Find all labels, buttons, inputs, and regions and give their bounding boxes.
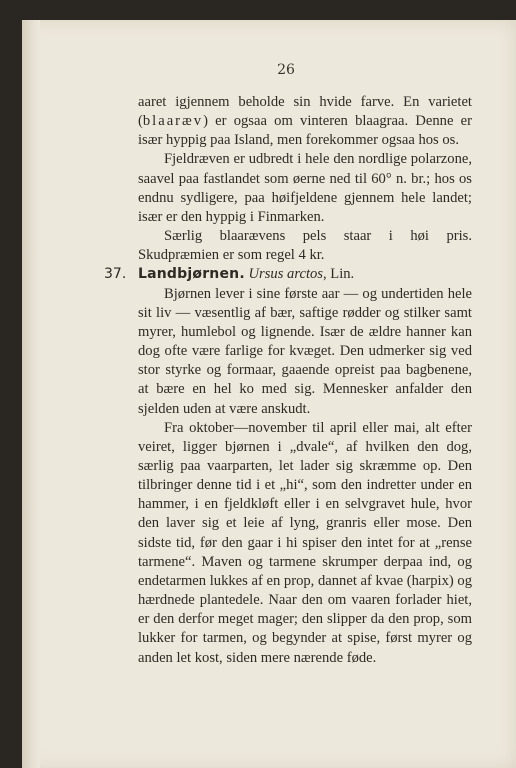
page-number: 26 — [277, 62, 295, 78]
paragraph-text: aaret igjennem beholde sin hvide farve. En varietet ( — [138, 94, 472, 130]
paragraph-arctic-fox-range: Fjeldræven er udbredt i hele den nordlige polarzone, saavel paa fastlandet som øerne ned til 60° n. br.; hos os endnu sydligere, paa høifjeldene gjennem hele landet; især er den hyppig i Finmarken. — [138, 151, 472, 225]
latin-name: Ursus arctos — [248, 266, 323, 283]
section-heading — [104, 265, 472, 284]
author-citation: , Lin. — [322, 266, 355, 283]
paragraph-arctic-fox-variety — [138, 93, 472, 150]
section-number: 37. — [104, 266, 127, 283]
paragraph-text: ) er ogsaa om vinteren blaagraa. Denne er især hyppig paa Island, men forekommer ogsaa hos os. — [138, 113, 472, 149]
paragraph-bear-hibernation: Fra oktober—november til april eller mai, alt efter veiret, ligger bjørnen i „dvale“, af hvilken den dog, særlig paa vaarparten, let lader sig skræmme op. Den tilbringer denne tid i et „hi“, som den indretter under en hammer, i en fjeldkløft eller i en selvgravet hule, hvor den laver sig et leie af lyng, granris eller mose. Den sidste tid, før den gaar i hi spiser den intet for at „rense tarmene“. Maven og tarmene skrumper derpaa ind, og endetarmen lukkes af en prop, dannet af kvae (harpix) og hærdnede plantedele. Naar den om vaaren forlader hiet, er den derfor meget mager; den slipper da den prop, som lukker for tarmen, og begynder at spise, først myrer og anden let kost, siden mere nærende føde. — [138, 419, 472, 666]
page-binding-edge — [22, 20, 40, 768]
paragraph-bear-diet: Bjørnen lever i sine første aar — og undertiden hele sit liv — væsentlig af bær, saftige rødder og stilker samt myrer, humlebol og lignende. Især de ældre hanner kan dog ofte være farlige for kvæget. Den udmerker sig ved stor styrke og formaar, gaaende opreist paa bagbenene, at bære en hel ko med sig. Mennesker anfalder den sjelden uden at være anskudt. — [138, 285, 472, 417]
section-title: Landbjørnen. — [138, 266, 245, 283]
paragraph-bounty: Særlig blaarævens pels staar i høi pris. Skudpræmien er som regel 4 kr. — [138, 228, 472, 264]
body-text — [104, 93, 472, 668]
spaced-term: blaaræv — [142, 113, 204, 130]
